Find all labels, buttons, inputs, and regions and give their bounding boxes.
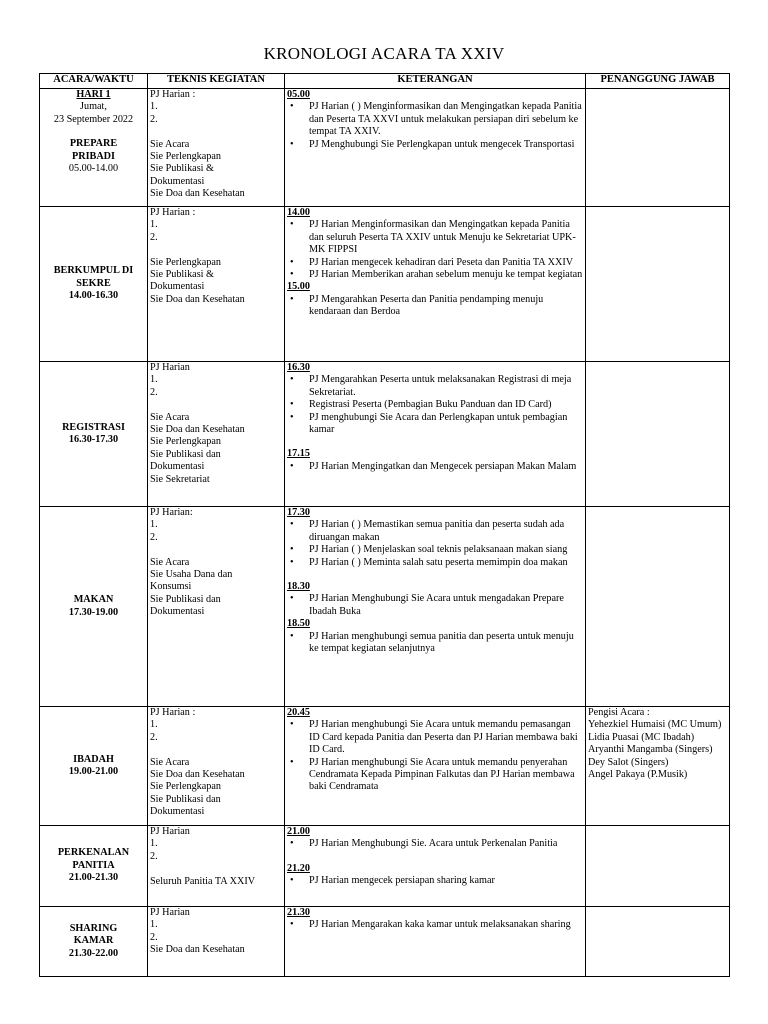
teknis-line: PJ Harian (150, 362, 190, 373)
schedule-row (40, 707, 730, 826)
list-item: • PJ Harian Menghubungi Sie Acara untuk mengadakan Prepare Ibadah Buka (287, 593, 583, 618)
acara-line: MAKAN (73, 594, 114, 606)
teknis-line (150, 399, 282, 411)
bullet-list (287, 101, 583, 151)
time-label: 20.45 (287, 707, 310, 718)
spacer (287, 569, 583, 581)
header-acara-waktu: ACARA/WAKTU (40, 74, 148, 89)
teknis-line: 1. (150, 219, 158, 231)
teknis-line: Konsumsi (150, 581, 192, 593)
list-item: • PJ Menghubungi Sie Perlengkapan untuk mengecek Transportasi (287, 139, 583, 151)
acara-line: SEKRE (76, 277, 111, 289)
teknis-line: 1. (150, 519, 158, 531)
keterangan-cell (285, 507, 586, 707)
acara-line: 23 September 2022 (53, 113, 134, 125)
teknis-line: PJ Harian: (150, 507, 193, 518)
teknis-line: 1. (150, 374, 158, 386)
penanggung-jawab-cell (586, 507, 730, 707)
penanggung-jawab-cell (586, 826, 730, 907)
teknis-line: 2. (150, 850, 158, 862)
schedule-row (40, 907, 730, 977)
teknis-line: Sie Publikasi dan (150, 793, 221, 805)
teknis-cell (148, 207, 285, 362)
teknis-cell (148, 907, 285, 977)
teknis-line: Dokumentasi (150, 281, 205, 293)
acara-line: IBADAH (73, 753, 114, 765)
teknis-line: Sie Doa dan Kesehatan (150, 188, 245, 200)
penanggung-jawab-cell (586, 207, 730, 362)
acara-line: KAMAR (73, 935, 114, 947)
bullet-list (287, 919, 583, 931)
pj-line: Lidia Puasai (MC Ibadah) (588, 731, 695, 743)
bullet-list (287, 593, 583, 618)
list-item: • PJ Harian mengecek kehadiran dari Peseta dan Panitia TA XXIV (287, 257, 583, 269)
list-item: • PJ Mengarahkan Peserta dan Panitia pendamping menuju kendaraan dan Berdoa (287, 294, 583, 319)
pj-line: Pengisi Acara : (588, 707, 650, 718)
list-item: • PJ Harian menghubungi Sie Acara untuk memandu pemasangan ID Card kepada Panitia dan Peserta dan PJ Harian membawa baki ID Card. (287, 719, 583, 756)
teknis-line: PJ Harian : (150, 89, 196, 100)
header-teknis-kegiatan: TEKNIS KEGIATAN (148, 74, 285, 89)
schedule-table (39, 73, 730, 977)
list-item: • PJ Harian Mengingatkan dan Mengecek persiapan Makan Malam (287, 461, 583, 473)
bullet-list (287, 875, 583, 887)
acara-line: 19.00-21.00 (68, 766, 119, 777)
page-title: KRONOLOGI ACARA TA XXIV (263, 44, 505, 63)
bullet-list (287, 219, 583, 281)
teknis-cell (148, 507, 285, 707)
header-penanggung-jawab: PENANGGUNG JAWAB (586, 74, 730, 89)
pj-line: Yehezkiel Humaisi (MC Umum) (588, 719, 722, 731)
teknis-line: Sie Publikasi dan (150, 448, 221, 460)
schedule-row (40, 207, 730, 362)
list-item: • PJ Harian menghubungi semua panitia dan peserta untuk menuju ke tempat kegiatan selanjutnya (287, 631, 583, 656)
acara-line: SHARING (69, 922, 118, 934)
list-item: • PJ Harian Menginformasikan dan Mengingatkan kepada Panitia dan seluruh Peserta TA XXIV untuk Menuju ke Sekretariat UPK-MK FIPPSI (287, 219, 583, 256)
teknis-line (150, 544, 282, 556)
acara-line: PRIBADI (71, 150, 116, 162)
teknis-cell (148, 707, 285, 826)
bullet-list (287, 374, 583, 436)
teknis-line: PJ Harian (150, 826, 190, 837)
acara-cell (40, 507, 148, 707)
teknis-line: PJ Harian : (150, 207, 196, 218)
schedule-row (40, 89, 730, 207)
time-label: 14.00 (287, 207, 310, 218)
teknis-line: Dokumentasi (150, 806, 205, 818)
spacer (287, 436, 583, 448)
teknis-line: Sie Sekretariat (150, 473, 210, 485)
teknis-line (150, 744, 282, 756)
list-item: • PJ Harian Menghubungi Sie. Acara untuk Perkenalan Panitia (287, 838, 583, 850)
teknis-line: 2. (150, 231, 158, 243)
bullet-list (287, 519, 583, 569)
teknis-line: 1. (150, 919, 158, 931)
teknis-line (150, 863, 282, 875)
acara-line: PANITIA (72, 859, 115, 871)
penanggung-jawab-cell (586, 907, 730, 977)
penanggung-jawab-cell (586, 707, 730, 826)
teknis-cell (148, 362, 285, 507)
teknis-line: Sie Acara (150, 411, 190, 423)
teknis-cell (148, 826, 285, 907)
keterangan-cell (285, 362, 586, 507)
keterangan-cell (285, 207, 586, 362)
teknis-line: Dokumentasi (150, 461, 205, 473)
acara-line: 17.30-19.00 (68, 606, 119, 618)
teknis-line: Sie Usaha Dana dan (150, 569, 233, 581)
teknis-line: 2. (150, 113, 158, 125)
time-label: 21.00 (287, 826, 310, 837)
acara-line: REGISTRASI (62, 421, 125, 433)
time-label: 18.30 (287, 581, 310, 593)
pj-line: Angel Pakaya (P.Musik) (588, 769, 688, 781)
teknis-line: Sie Acara (150, 556, 190, 568)
time-label: 21.30 (287, 907, 310, 918)
acara-cell (40, 207, 148, 362)
teknis-line: 2. (150, 531, 158, 543)
acara-cell (40, 826, 148, 907)
bullet-list (287, 631, 583, 656)
bullet-list (287, 294, 583, 319)
teknis-line: Dokumentasi (150, 175, 205, 187)
time-label: 15.00 (287, 281, 310, 293)
acara-line: 21.00-21.30 (68, 872, 119, 884)
pj-line: Dey Salot (Singers) (588, 756, 669, 768)
bullet-list (287, 461, 583, 473)
teknis-line: Sie Publikasi & (150, 163, 214, 175)
acara-line: 21.30-22.00 (68, 947, 119, 959)
teknis-line: Sie Doa dan Kesehatan (150, 293, 245, 305)
teknis-line: PJ Harian (150, 907, 190, 918)
teknis-line (150, 244, 282, 256)
teknis-line: 2. (150, 386, 158, 398)
teknis-line: Sie Publikasi dan (150, 593, 221, 605)
list-item: • Registrasi Peserta (Pembagian Buku Panduan dan ID Card) (287, 399, 583, 411)
acara-cell (40, 707, 148, 826)
acara-line: 05.00-14.00 (68, 163, 119, 175)
acara-line: Jumat, (80, 101, 107, 113)
time-label: 21.20 (287, 862, 310, 874)
penanggung-jawab-cell (586, 362, 730, 507)
teknis-line: Sie Doa dan Kesehatan (150, 424, 245, 436)
teknis-cell (148, 89, 285, 207)
acara-line: 16.30-17.30 (68, 434, 119, 445)
spacer (287, 851, 583, 863)
bullet-list (287, 838, 583, 850)
bullet-list (287, 719, 583, 793)
list-item: • PJ Harian ( ) Menjelaskan soal teknis pelaksanaan makan siang (287, 544, 583, 556)
time-label: 18.50 (287, 618, 310, 630)
keterangan-cell (285, 707, 586, 826)
teknis-line (150, 126, 282, 138)
time-label: 17.15 (287, 448, 310, 460)
header-row (40, 74, 730, 89)
list-item: • PJ Harian Mengarakan kaka kamar untuk melaksanakan sharing (287, 919, 583, 931)
teknis-line: Sie Perlengkapan (150, 256, 222, 268)
time-label: 16.30 (287, 362, 310, 373)
acara-line (42, 126, 145, 138)
teknis-line: Sie Acara (150, 756, 190, 768)
teknis-line: Sie Acara (150, 138, 190, 150)
teknis-line: 1. (150, 101, 158, 113)
list-item: • PJ Harian mengecek persiapan sharing kamar (287, 875, 583, 887)
schedule-row (40, 507, 730, 707)
acara-line: PERKENALAN (57, 847, 130, 859)
teknis-line: PJ Harian : (150, 707, 196, 718)
teknis-line: Sie Publikasi & (150, 269, 214, 281)
acara-cell (40, 362, 148, 507)
acara-line: 14.00-16.30 (68, 290, 119, 302)
pj-line: Aryanthi Mangamba (Singers) (588, 744, 713, 756)
acara-cell (40, 89, 148, 207)
time-label: 17.30 (287, 507, 310, 518)
list-item: • PJ menghubungi Sie Acara dan Perlengkapan untuk pembagian kamar (287, 412, 583, 437)
acara-cell (40, 907, 148, 977)
keterangan-cell (285, 89, 586, 207)
teknis-line: 2. (150, 931, 158, 943)
schedule-row (40, 826, 730, 907)
acara-line: HARI 1 (76, 89, 111, 100)
header-keterangan: KETERANGAN (285, 74, 586, 89)
keterangan-cell (285, 826, 586, 907)
list-item: • PJ Harian ( ) Meminta salah satu peserta memimpin doa makan (287, 557, 583, 569)
teknis-line: 1. (150, 838, 158, 850)
teknis-line: 2. (150, 731, 158, 743)
teknis-line: Sie Doa dan Kesehatan (150, 944, 245, 956)
keterangan-cell (285, 907, 586, 977)
teknis-line: Sie Perlengkapan (150, 781, 222, 793)
list-item: • PJ Harian Memberikan arahan sebelum menuju ke tempat kegiatan (287, 269, 583, 281)
schedule-row (40, 362, 730, 507)
teknis-line: Sie Doa dan Kesehatan (150, 769, 245, 781)
list-item: • PJ Harian menghubungi Sie Acara untuk memandu penyerahan Cendramata Kepada Pimpinan Falkutas dan PJ Harian membawa baki Cendramata (287, 757, 583, 794)
teknis-line: Sie Perlengkapan (150, 151, 222, 163)
penanggung-jawab-cell (586, 89, 730, 207)
teknis-line: 1. (150, 719, 158, 731)
acara-line: PREPARE (69, 138, 118, 150)
teknis-line: Sie Perlengkapan (150, 436, 222, 448)
time-label: 05.00 (287, 89, 310, 100)
teknis-line: Seluruh Panitia TA XXIV (150, 875, 256, 887)
list-item: • PJ Harian ( ) Menginformasikan dan Mengingatkan kepada Panitia dan Peserta TA XXVI untuk melakukan persiapan diri sebelum ke tempat TA XXIV. (287, 101, 583, 138)
teknis-line: Dokumentasi (150, 606, 205, 618)
acara-line: BERKUMPUL DI (53, 265, 134, 277)
list-item: • PJ Mengarahkan Peserta untuk melaksanakan Registrasi di meja Sekretariat. (287, 374, 583, 399)
list-item: • PJ Harian ( ) Memastikan semua panitia dan peserta sudah ada diruangan makan (287, 519, 583, 544)
